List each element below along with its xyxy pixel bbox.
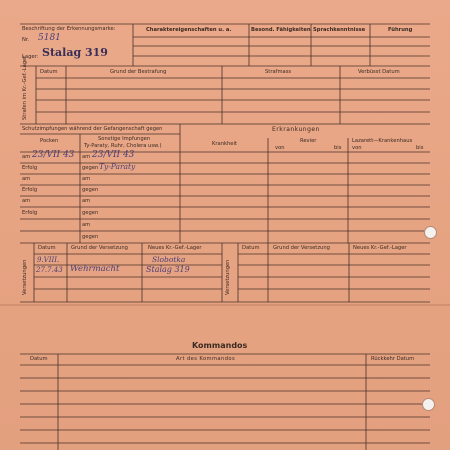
komm-col-rueckkehr: Rückkehr Datum xyxy=(371,356,415,362)
erk-col-bis: bis xyxy=(334,145,342,151)
impf-row-right: am xyxy=(82,154,91,160)
punch-hole-top xyxy=(424,226,437,239)
lager-label: Lager: xyxy=(22,54,39,60)
erk-col-laz-von: von xyxy=(352,145,362,151)
versetzungen-side-label-left: Versetzungen xyxy=(22,259,28,295)
impf-row-right: gegen xyxy=(82,210,99,216)
nr-label: Nr. xyxy=(22,37,30,43)
impf-row-right: am xyxy=(82,198,91,204)
komm-col-datum: Datum xyxy=(30,356,48,362)
hw-sonst-am: 23/VII 43 xyxy=(92,150,135,160)
erk-col-von: von xyxy=(275,145,285,151)
strafen-col-datum: Datum xyxy=(40,69,58,75)
hw-vers-neues-1: Slobotka xyxy=(152,255,186,264)
hw-sonst-gegen: Ty-Paraty xyxy=(99,162,136,171)
col-besond: Besond. Fähigkeiten xyxy=(251,27,311,33)
hw-vers-neues-2: Stalag 319 xyxy=(146,265,190,274)
punch-hole-bottom xyxy=(422,398,435,411)
impf-col-pocken: Pocken xyxy=(40,138,59,144)
impf-col-sonstige-1: Sonstige Impfungen xyxy=(98,136,151,142)
nr-value: 5181 xyxy=(38,33,61,43)
impf-row-left: am xyxy=(22,198,31,204)
impf-row-left: Erfolg xyxy=(22,187,38,193)
impf-row-right: gegen xyxy=(82,165,99,171)
strafen-col-grund: Grund der Bestrafung xyxy=(110,69,167,75)
strafen-col-verbuesst: Verbüsst Datum xyxy=(358,69,400,75)
impf-col-sonstige-2: Ty-Paraty, Ruhr, Cholera usw.) xyxy=(84,143,162,149)
hw-vers-datum-2: 27.7.43 xyxy=(36,266,63,274)
erkrankungen-title: Erkrankungen xyxy=(272,126,320,133)
erk-col-revier: Revier xyxy=(300,138,317,144)
impf-row-right: gegen xyxy=(82,234,99,240)
vers-col-grund-r: Grund der Versetzung xyxy=(273,245,330,251)
kommandos-title: Kommandos xyxy=(192,341,248,350)
hw-vers-datum-1: 9.VIII. xyxy=(37,256,60,264)
erk-col-laz-bis: bis xyxy=(416,145,424,151)
fold-crease xyxy=(0,304,450,306)
vers-col-grund: Grund der Versetzung xyxy=(71,245,128,251)
erkennungsmarke-label: Beschriftung der Erkennungsmarke: xyxy=(22,26,116,32)
stalag-stamp: Stalag 319 xyxy=(42,46,108,59)
strafen-col-strafmass: Strafmass xyxy=(265,69,292,75)
erk-col-lazarett: Lazarett—Krankenhaus xyxy=(352,138,413,144)
versetzungen-side-label-right: Versetzungen xyxy=(225,259,231,295)
vers-col-neues-r: Neues Kr.-Gef.-Lager xyxy=(353,245,407,251)
impf-row-right: gegen xyxy=(82,187,99,193)
impf-row-left: am xyxy=(22,154,31,160)
col-sprach: Sprachkenntnisse xyxy=(313,27,366,33)
komm-col-art: Art des Kommandos xyxy=(176,356,236,362)
vers-col-datum-r: Datum xyxy=(242,245,260,251)
impf-row-left: Erfolg xyxy=(22,210,38,216)
impf-row-left: Erfolg xyxy=(22,165,38,171)
col-fuehrung: Führung xyxy=(388,27,413,33)
erk-col-krankheit: Krankheit xyxy=(212,141,237,147)
hw-pocken-am: 23/VII 43 xyxy=(32,150,75,160)
hw-vers-grund: Wehrmacht xyxy=(70,264,120,274)
strafen-side-label: Strafen im Kr.-Gef.-Lager xyxy=(22,55,28,120)
vers-col-datum: Datum xyxy=(38,245,56,251)
col-charakter: Charaktereigenschaften u. a. xyxy=(146,27,232,33)
impf-row-left: am xyxy=(22,176,31,182)
vers-col-neues: Neues Kr.-Gef.-Lager xyxy=(148,245,202,251)
impf-row-right: am xyxy=(82,176,91,182)
impfungen-title: Schutzimpfungen während der Gefangenschaft gegen xyxy=(22,126,163,132)
impf-row-right: am xyxy=(82,222,91,228)
